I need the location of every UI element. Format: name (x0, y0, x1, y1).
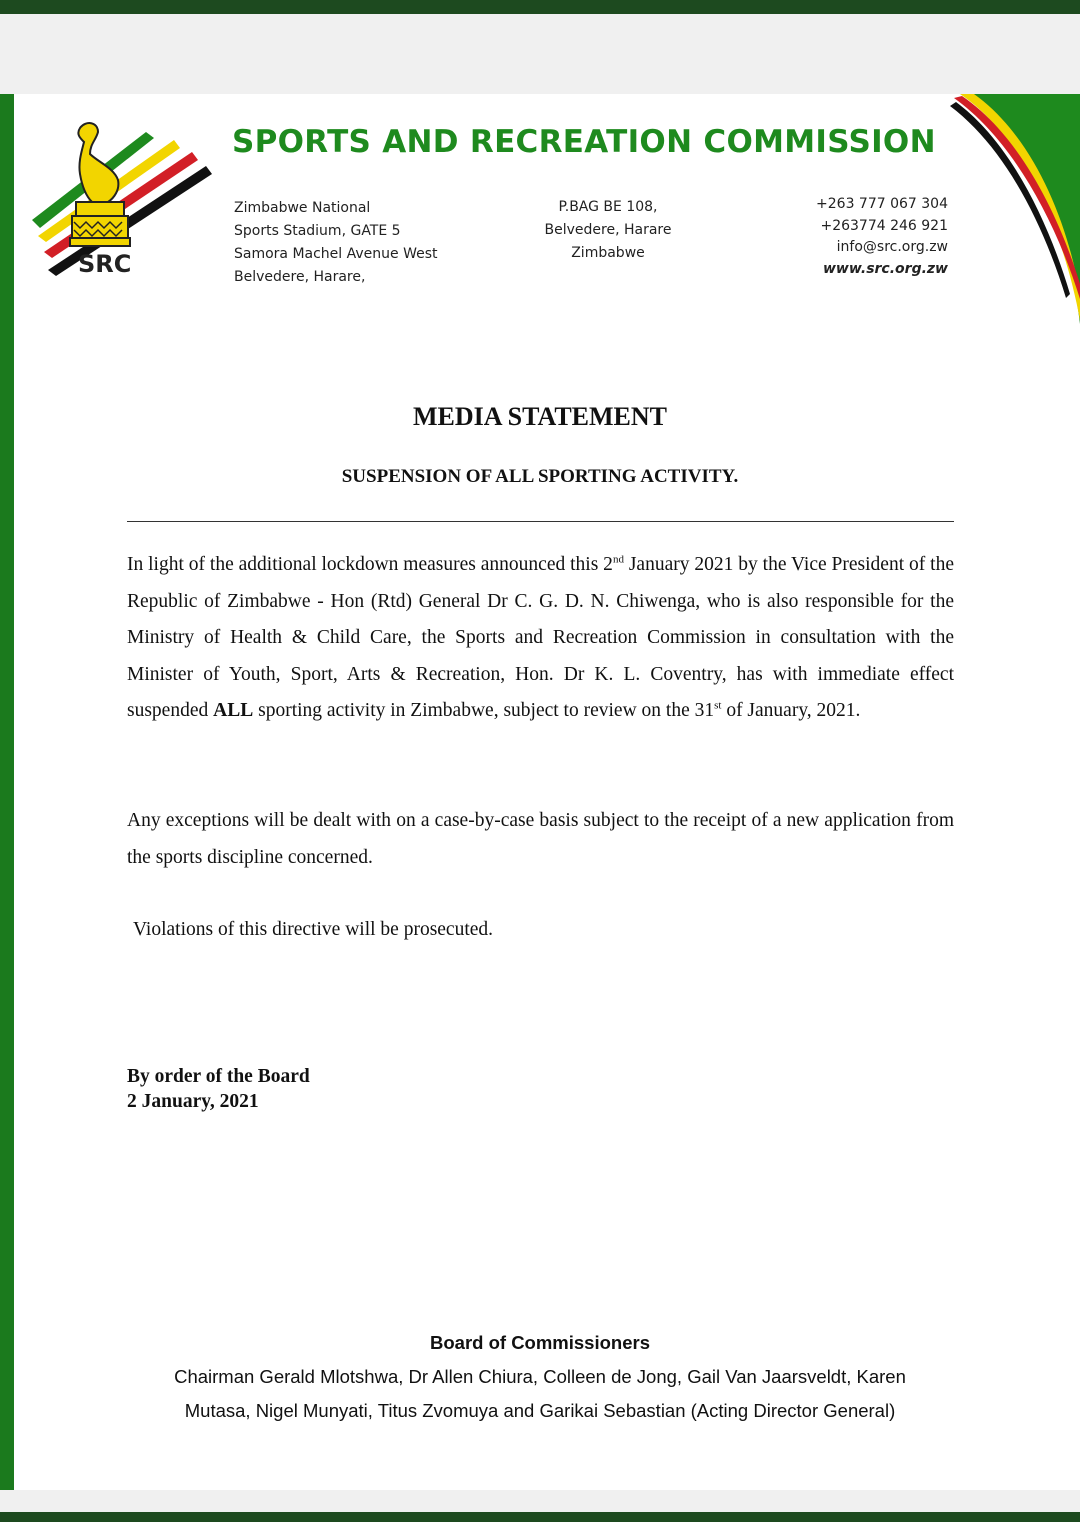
board-members: Chairman Gerald Mlotshwa, Dr Allen Chiura, Colleen de Jong, Gail Van Jaarsveldt, Karen Mutasa, Nigel Munyati, Titus Zvomuya and Garikai Sebastian (Acting Director General) (174, 1366, 906, 1421)
organization-name: SPORTS AND RECREATION COMMISSION (232, 124, 936, 160)
ordinal-suffix: nd (612, 553, 624, 566)
screen-bottom-bar (0, 1490, 1080, 1512)
paragraph-text: of January, 2021. (721, 700, 861, 722)
postal-address (540, 196, 676, 265)
contact-block (816, 194, 948, 280)
statement-paragraph-3: Violations of this directive will be prosecuted. (133, 919, 494, 940)
postal-line: Zimbabwe (571, 245, 645, 261)
sign-line: By order of the Board (127, 1066, 310, 1087)
paragraph-text: sporting activity in Zimbabwe, subject to review on the 31 (253, 700, 715, 722)
postal-line: P.BAG BE 108, (558, 199, 658, 215)
phone-number: +263 777 067 304 (816, 196, 948, 212)
address-line: Zimbabwe National (234, 200, 371, 216)
document-left-edge (0, 94, 14, 1490)
screen-top-bar (0, 14, 1080, 94)
emphasis-text: ALL (213, 700, 254, 722)
signature-block (127, 1064, 310, 1114)
website-address: www.src.org.zw (822, 260, 948, 277)
statement-title: MEDIA STATEMENT (412, 402, 668, 431)
street-address (234, 197, 438, 289)
postal-line: Belvedere, Harare (544, 222, 672, 238)
phone-number: +263774 246 921 (820, 217, 948, 234)
address-line: Belvedere, Harare, (234, 269, 366, 285)
document-page (14, 94, 1080, 1490)
flag-swoosh-graphic (950, 94, 1080, 324)
src-logo (28, 110, 218, 290)
statement-paragraph-1 (127, 547, 954, 730)
paragraph-text: In light of the additional lockdown measures announced this 2 (127, 554, 613, 575)
ordinal-suffix: st (714, 699, 722, 712)
sign-date: 2 January, 2021 (127, 1091, 259, 1112)
address-line: Samora Machel Avenue West (234, 246, 438, 262)
logo-text: SRC (78, 250, 132, 278)
statement-paragraph-2: Any exceptions will be dealt with on a case-by-case basis subject to the receipt of a new application from the sports discipline concerned. (127, 810, 954, 868)
paragraph-text: January 2021 by the Vice President of the Republic of Zimbabwe - Hon (Rtd) General Dr C. G. D. N. Chiwenga, who is also responsible for the Ministry of Health & Child Care, the Sports and Recreation Commission in consultation with the Minister of Youth, Sport, Arts & Recreation, Hon. Dr K. L. Coventry, has with immediate effect suspended (127, 554, 954, 722)
statement-subtitle: SUSPENSION OF ALL SPORTING ACTIVITY. (341, 466, 739, 487)
address-line: Sports Stadium, GATE 5 (234, 223, 401, 239)
email-address: info@src.org.zw (836, 239, 948, 255)
board-title: Board of Commissioners (430, 1332, 650, 1353)
divider-line (127, 521, 954, 522)
